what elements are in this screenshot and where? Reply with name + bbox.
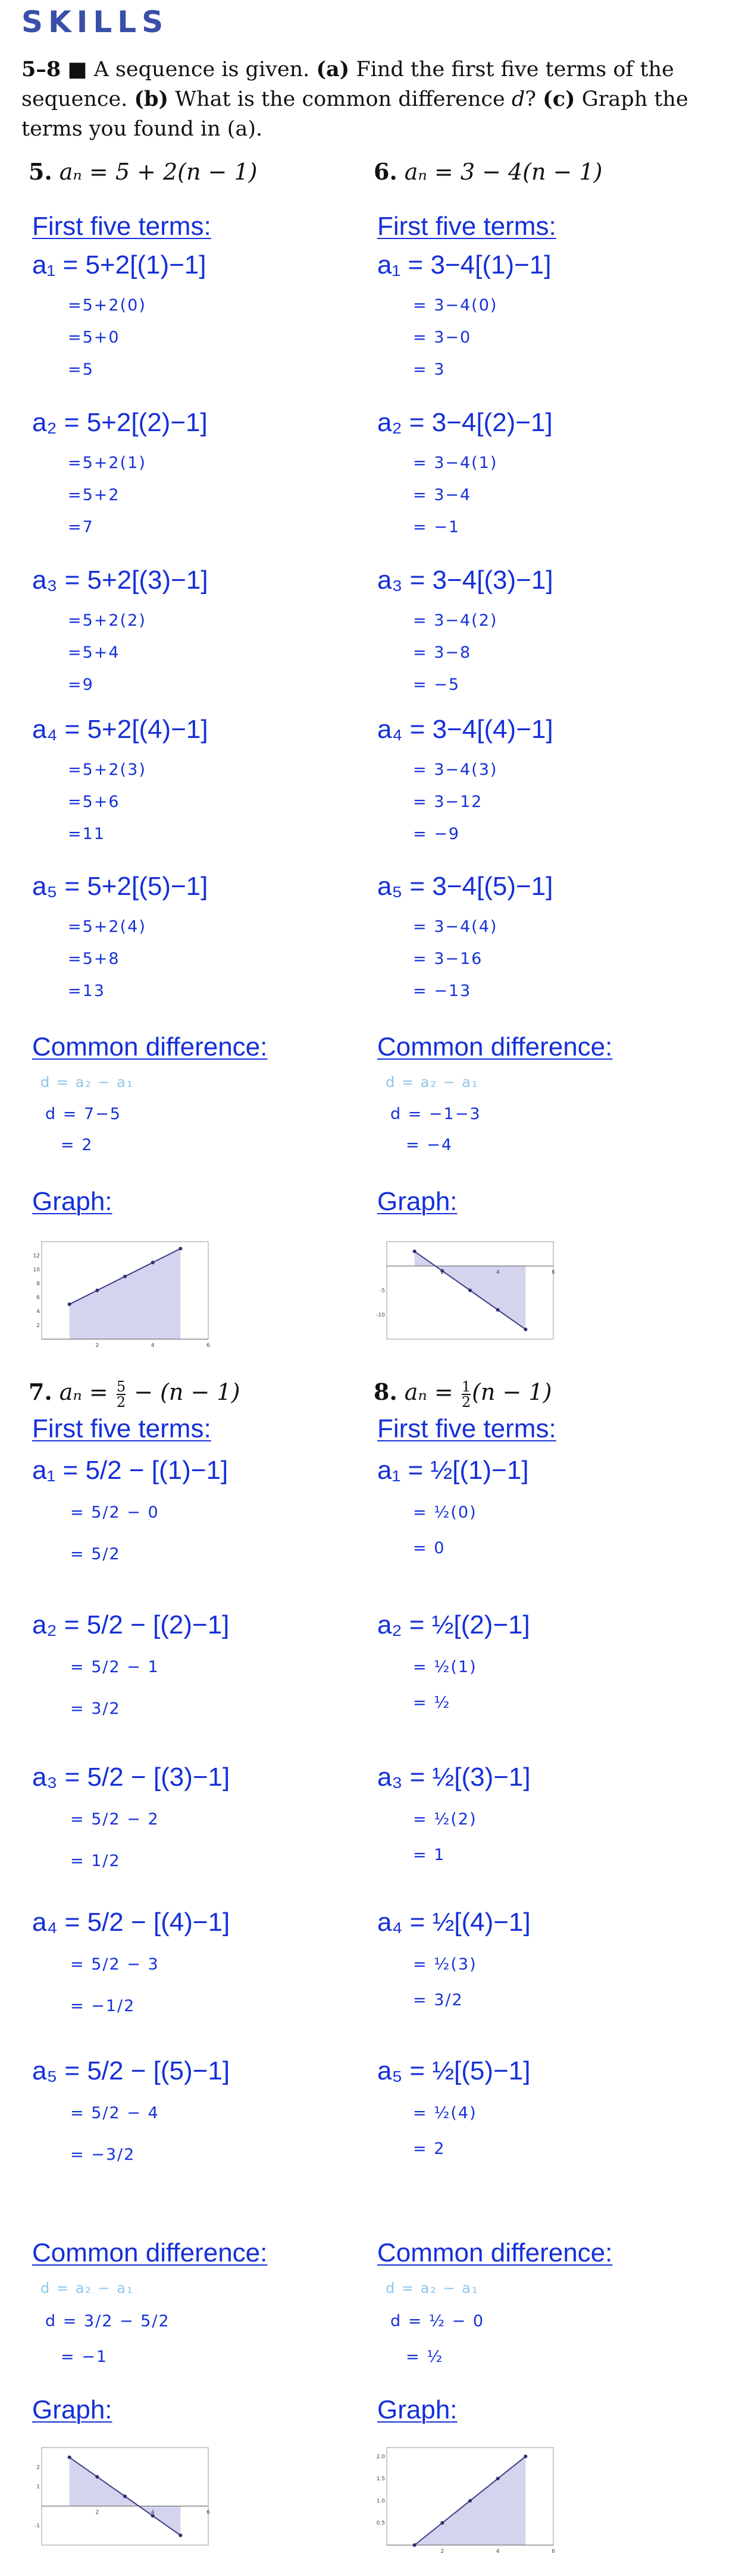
x-tick-label: 2	[440, 1270, 444, 1276]
data-point	[524, 2455, 527, 2458]
data-point	[468, 2499, 472, 2502]
chart-svg	[29, 2443, 213, 2556]
y-tick-label: -10	[376, 1312, 385, 1318]
data-point	[496, 1308, 500, 1312]
y-tick-label: 2	[36, 2464, 40, 2471]
graph-label: Graph:	[32, 1187, 112, 1216]
y-tick-label: 6	[36, 1295, 40, 1301]
first-five-label: First five terms:	[377, 1414, 556, 1443]
x-tick-label: 6	[552, 2549, 555, 2555]
graph-7	[29, 2443, 213, 2556]
y-tick-label: 2	[36, 1322, 40, 1329]
y-tick-label: 1	[36, 2484, 40, 2490]
data-point	[151, 1261, 155, 1264]
x-tick-label: 4	[496, 2549, 500, 2555]
x-tick-label: 2	[440, 2549, 444, 2555]
square-bullet: ■	[67, 58, 87, 81]
x-tick-label: 4	[496, 1270, 500, 1276]
problem-range: 5–8	[21, 57, 61, 81]
data-point	[95, 1289, 99, 1292]
first-five-label: First five terms:	[32, 1414, 211, 1443]
y-tick-label: 8	[36, 1281, 40, 1287]
data-point	[496, 2477, 500, 2480]
y-tick-label: 0.5	[376, 2520, 385, 2527]
graph-label: Graph:	[32, 2395, 112, 2424]
x-tick-label: 6	[206, 2509, 210, 2516]
y-tick-label: -1	[35, 2523, 40, 2530]
y-tick-label: -5	[380, 1288, 385, 1294]
data-point	[68, 2455, 71, 2459]
y-tick-label: 1.5	[376, 2476, 385, 2483]
common-difference-label: Common difference:	[32, 1032, 268, 1061]
x-tick-label: 6	[552, 1270, 555, 1276]
data-point	[179, 2534, 182, 2537]
problem-statement: 6. aₙ = 3 − 4(n − 1)	[374, 158, 603, 185]
data-point	[123, 2495, 127, 2498]
y-tick-label: 4	[36, 1309, 40, 1315]
chart-svg	[29, 1237, 213, 1350]
common-difference-label: Common difference:	[377, 1032, 613, 1061]
graph-label: Graph:	[377, 2395, 458, 2424]
data-point	[468, 1289, 472, 1292]
x-tick-label: 4	[151, 2509, 155, 2516]
first-five-label: First five terms:	[32, 212, 211, 241]
graph-6	[374, 1237, 558, 1350]
first-five-label: First five terms:	[377, 212, 556, 241]
x-tick-label: 4	[151, 1343, 155, 1349]
y-tick-label: 2.0	[376, 2454, 385, 2460]
y-tick-label: 12	[33, 1253, 40, 1259]
section-heading: SKILLS	[21, 5, 169, 39]
problem-statement: 5. aₙ = 5 + 2(n − 1)	[29, 158, 258, 185]
chart-svg	[374, 2443, 558, 2556]
graph-5	[29, 1237, 213, 1350]
chart-svg	[374, 1237, 558, 1350]
data-point	[440, 2521, 444, 2525]
graph-8	[374, 2443, 558, 2556]
data-point	[68, 1302, 71, 1306]
data-point	[524, 1328, 527, 1331]
common-difference-label: Common difference:	[377, 2238, 613, 2267]
problem-statement: 7. aₙ = $\frac{5}{2}$ − (n − 1)	[29, 1378, 240, 1410]
y-tick-label: 10	[33, 1267, 40, 1273]
common-difference-label: Common difference:	[32, 2238, 268, 2267]
data-point	[123, 1275, 127, 1278]
data-point	[413, 1249, 417, 1253]
y-tick-label: 1.0	[376, 2498, 385, 2505]
problem-statement: 8. aₙ = $\frac{1}{2}$ (n − 1)	[374, 1378, 552, 1410]
x-tick-label: 2	[95, 2509, 99, 2516]
x-tick-label: 6	[206, 1343, 210, 1349]
data-point	[95, 2475, 99, 2478]
instructions: 5–8 ■ A sequence is given. (a) Find the first five terms of the sequence. (b) What is the common difference d? (c) Graph the terms you found in (a).	[21, 57, 688, 141]
x-tick-label: 2	[95, 1343, 99, 1349]
data-point	[413, 2543, 417, 2547]
graph-label: Graph:	[377, 1187, 458, 1216]
data-point	[179, 1247, 182, 1251]
